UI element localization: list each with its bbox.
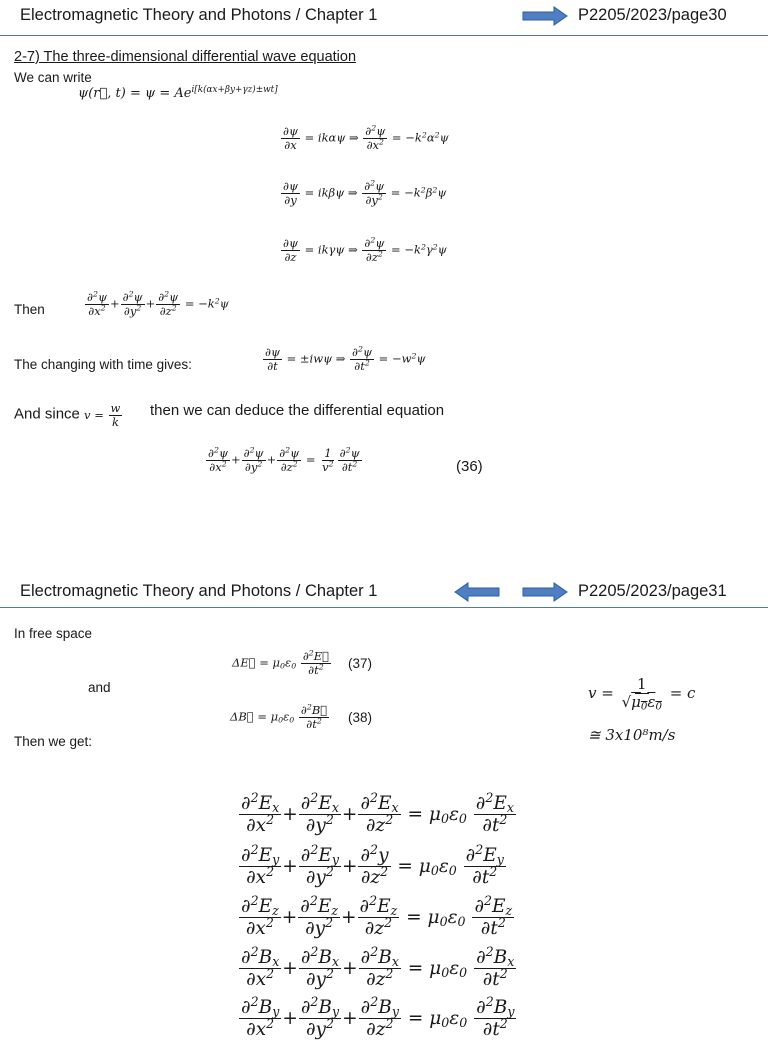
arrow-right-icon[interactable] [522,6,568,26]
then-label: Then [14,302,45,317]
intro-text: We can write [14,70,92,85]
derivative-x-equation: $\frac{\partial\psi}{\partial x}$ = ikαψ ⇒ $\frac{\partial^2\psi}{\partial x^2}$ = $-k^2\alpha^2\psi$ [283,123,449,153]
page-ref: P2205/2023/page30 [578,6,727,24]
field-equation-by: $\frac{\partial^2B_y}{\partial x^2}$ + $\frac{\partial^2B_y}{\partial y^2}$ + $\frac{\partial^2B_y}{\partial z^2}$ = $\mu_0\varepsilon_0$ $\frac{\partial^2B_y}{\partial t^2}$ [241,994,515,1041]
and-since-text [14,402,123,429]
electric-field-equation: ΔE⃗ = $\mu_0\varepsilon_0$ $\frac{\partial^2E⃗}{\partial t^2}$ [232,648,330,678]
equation-number-36: (36) [456,458,483,475]
field-equation-ez: $\frac{\partial^2E_z}{\partial x^2}$ + $\frac{\partial^2E_z}{\partial y^2}$ + $\frac{\partial^2E_z}{\partial z^2}$ = $\mu_0\varepsilon_0$ $\frac{\partial^2E_z}{\partial t^2}$ [241,893,513,940]
magnetic-field-equation: ΔB⃗ = $\mu_0\varepsilon_0$ $\frac{\partial^2B⃗}{\partial t^2}$ [230,702,328,732]
then-get-label: Then we get: [14,734,93,749]
speed-of-light-value: ≅ 3x10⁸m/s [588,726,676,744]
field-equation-bx: $\frac{\partial^2B_x}{\partial x^2}$ + $\frac{\partial^2B_x}{\partial y^2}$ + $\frac{\partial^2B_x}{\partial z^2}$ = $\mu_0\varepsilon_0$ $\frac{\partial^2B_x}{\partial t^2}$ [241,944,515,991]
derivative-z-equation: $\frac{\partial\psi}{\partial z}$ = ikγψ ⇒ $\frac{\partial^2\psi}{\partial z^2}$ = $-k^2\gamma^2\psi$ [283,235,447,265]
speed-of-light-equation: v = $\frac{1}{√\mu_0\varepsilon_0}$ = c [588,675,696,713]
free-space-label: In free space [14,626,93,641]
section-title: 2-7) The three-dimensional differential wave equation [14,49,357,65]
arrow-left-icon[interactable] [454,582,500,602]
velocity-definition: v = $\frac{w}{k}$ [84,401,121,430]
header-title: Electromagnetic Theory and Photons / Chapter 1 [20,6,378,24]
and-label: and [88,680,111,695]
page-ref-2: P2205/2023/page31 [578,582,727,600]
deduce-text: then we can deduce the differential equation [150,402,445,419]
equation-number-37: (37) [348,656,373,671]
wave-equation-36: $\frac{\partial^2\psi}{\partial x^2}$ + $\frac{\partial^2\psi}{\partial y^2}$ + $\frac{\partial^2\psi}{\partial z^2}$ = $\frac{1}{v^2}$ $\frac{\partial^2\psi}{\partial t^2}$ [208,445,360,475]
header-rule [0,35,768,36]
laplacian-sum-equation: $\frac{\partial^2\psi}{\partial x^2}$ + $\frac{\partial^2\psi}{\partial y^2}$ + $\frac{\partial^2\psi}{\partial z^2}$ = $-k^2\psi$ [87,289,229,319]
arrow-right-icon[interactable] [522,582,568,602]
time-derivative-equation: $\frac{\partial\psi}{\partial t}$ = ±iwψ ⇒ $\frac{\partial^2\psi}{\partial t^2}$ = $-w^2\psi$ [265,344,426,374]
equation-number-38: (38) [348,710,373,725]
field-equation-ey: $\frac{\partial^2E_y}{\partial x^2}$ + $\frac{\partial^2E_y}{\partial y^2}$ + $\frac{\partial^2y}{\partial z^2}$ = $\mu_0\varepsilon_0$ $\frac{\partial^2E_y}{\partial t^2}$ [241,842,504,889]
wave-function-equation: ψ(r⃗, $t) = \psi = Ae^{i[k(\alpha x+\beta y+\gamma z)\pm wt]}$ [78,85,278,101]
header-title-2: Electromagnetic Theory and Photons / Chapter 1 [20,582,378,600]
time-label: The changing with time gives: [14,357,192,372]
field-equation-ex: $\frac{\partial^2E_x}{\partial x^2}$ + $\frac{\partial^2E_x}{\partial y^2}$ + $\frac{\partial^2E_x}{\partial z^2}$ = $\mu_0\varepsilon_0$ $\frac{\partial^2E_x}{\partial t^2}$ [241,790,514,837]
header-rule-2 [0,607,768,608]
and-since-label: And since [14,405,80,423]
derivative-y-equation: $\frac{\partial\psi}{\partial y}$ = ikβψ ⇒ $\frac{\partial^2\psi}{\partial y^2}$ = $-k^2\beta^2\psi$ [283,178,447,208]
